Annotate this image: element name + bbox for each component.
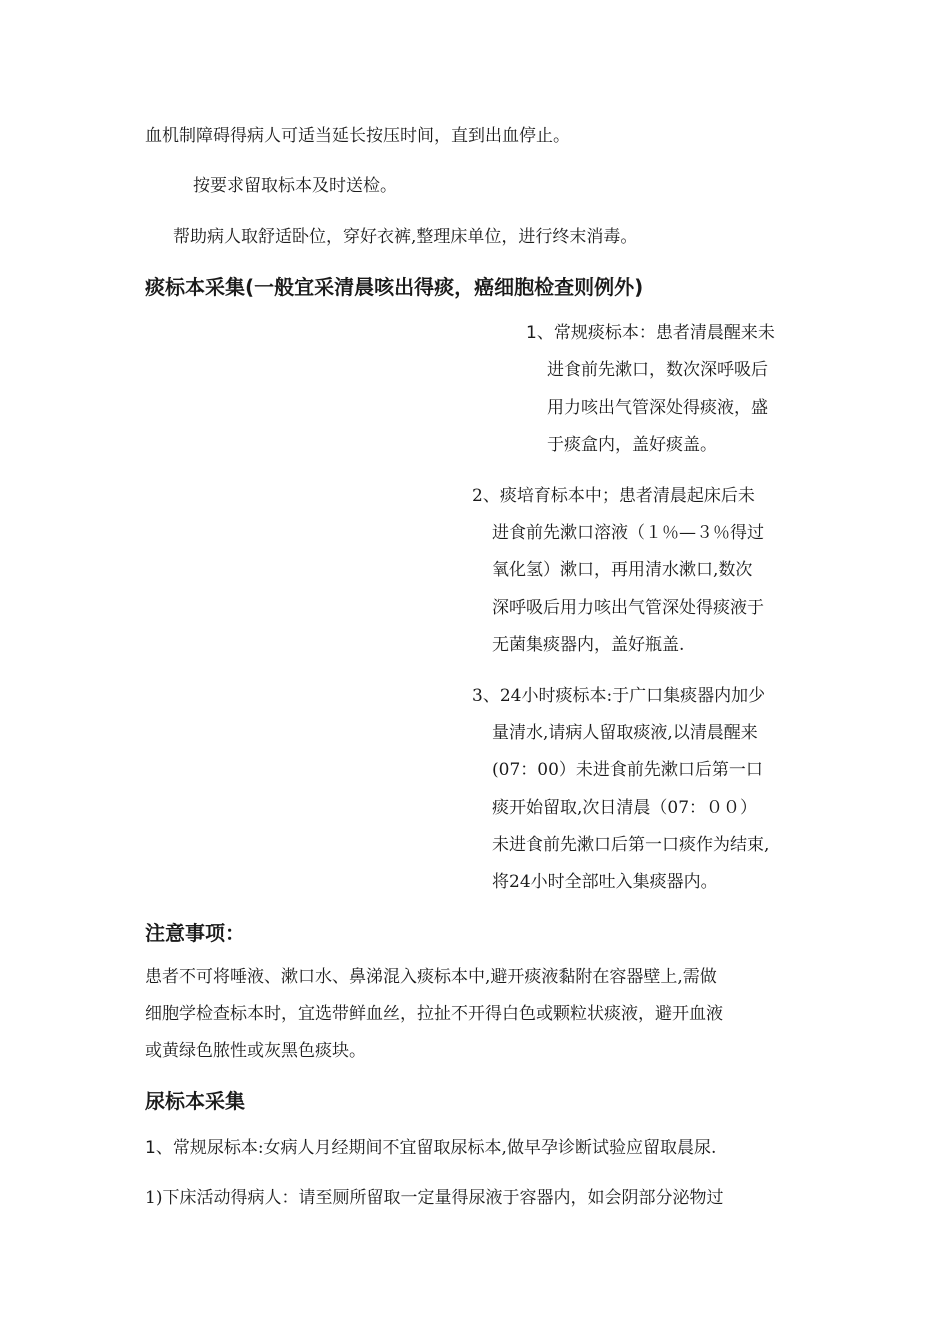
sputum-item3-line-6: 将24小时全部吐入集痰器内。 [492,872,718,892]
urine-heading: 尿标本采集 [145,1089,245,1113]
intro-line-3: 帮助病人取舒适卧位，穿好衣裤,整理床单位，进行终末消毒。 [173,227,638,247]
sputum-item2-line-1: 2、痰培育标本中；患者清晨起床后未 [472,486,755,506]
sputum-item1-line-1 [526,322,775,344]
notes-line-1: 患者不可将唾液、漱口水、鼻涕混入痰标本中,避开痰液黏附在容器壁上,需做 [145,967,717,987]
sputum-heading: 痰标本采集(一般宜采清晨咳出得痰，癌细胞检查则例外) [145,275,644,299]
sputum-item1-line-1-text: 、常规痰标本：患者清晨醒来未 [536,323,775,343]
urine-sub1: 1)下床活动得病人：请至厕所留取一定量得尿液于容器内，如会阴部分泌物过 [145,1188,724,1208]
notes-heading: 注意事项： [145,921,245,945]
intro-line-2: 按要求留取标本及时送检。 [193,176,397,196]
sputum-item3-line-4: 痰开始留取,次日清晨（07：００） [492,798,758,818]
sputum-item2-line-2: 进食前先漱口溶液（１％—３％得过 [492,523,764,543]
notes-line-3: 或黄绿色脓性或灰黑色痰块。 [145,1041,366,1061]
sputum-item3-line-2: 量清水,请病人留取痰液,以清晨醒来 [492,723,758,743]
sputum-item3-line-1: 3、24小时痰标本:于广口集痰器内加少 [472,686,766,706]
sputum-item2-line-4: 深呼吸后用力咳出气管深处得痰液于 [492,598,764,618]
sputum-item2-line-3: 氧化氢）漱口，再用清水漱口,数次 [492,560,753,580]
sputum-item3-line-5: 未进食前先漱口后第一口痰作为结束, [492,835,770,855]
sputum-item1-line-2: 进食前先漱口，数次深呼吸后 [547,360,768,380]
sputum-item2-line-5: 无菌集痰器内，盖好瓶盖. [492,635,685,655]
sputum-item1-line-4: 于痰盒内，盖好痰盖。 [547,435,717,455]
intro-line-1: 血机制障碍得病人可适当延长按压时间，直到出血停止。 [145,126,570,146]
urine-item1-number: 1 [145,1138,156,1158]
urine-item1 [145,1137,716,1159]
notes-line-2: 细胞学检查标本时，宜选带鲜血丝，拉扯不开得白色或颗粒状痰液，避开血液 [145,1004,723,1024]
urine-item1-text: 、常规尿标本:女病人月经期间不宜留取尿标本,做早孕诊断试验应留取晨尿. [155,1138,717,1158]
sputum-item3-line-3: (07：00）未进食前先漱口后第一口 [492,760,763,780]
sputum-item1-number: 1 [526,323,537,343]
sputum-item1-line-3: 用力咳出气管深处得痰液，盛 [547,398,768,418]
